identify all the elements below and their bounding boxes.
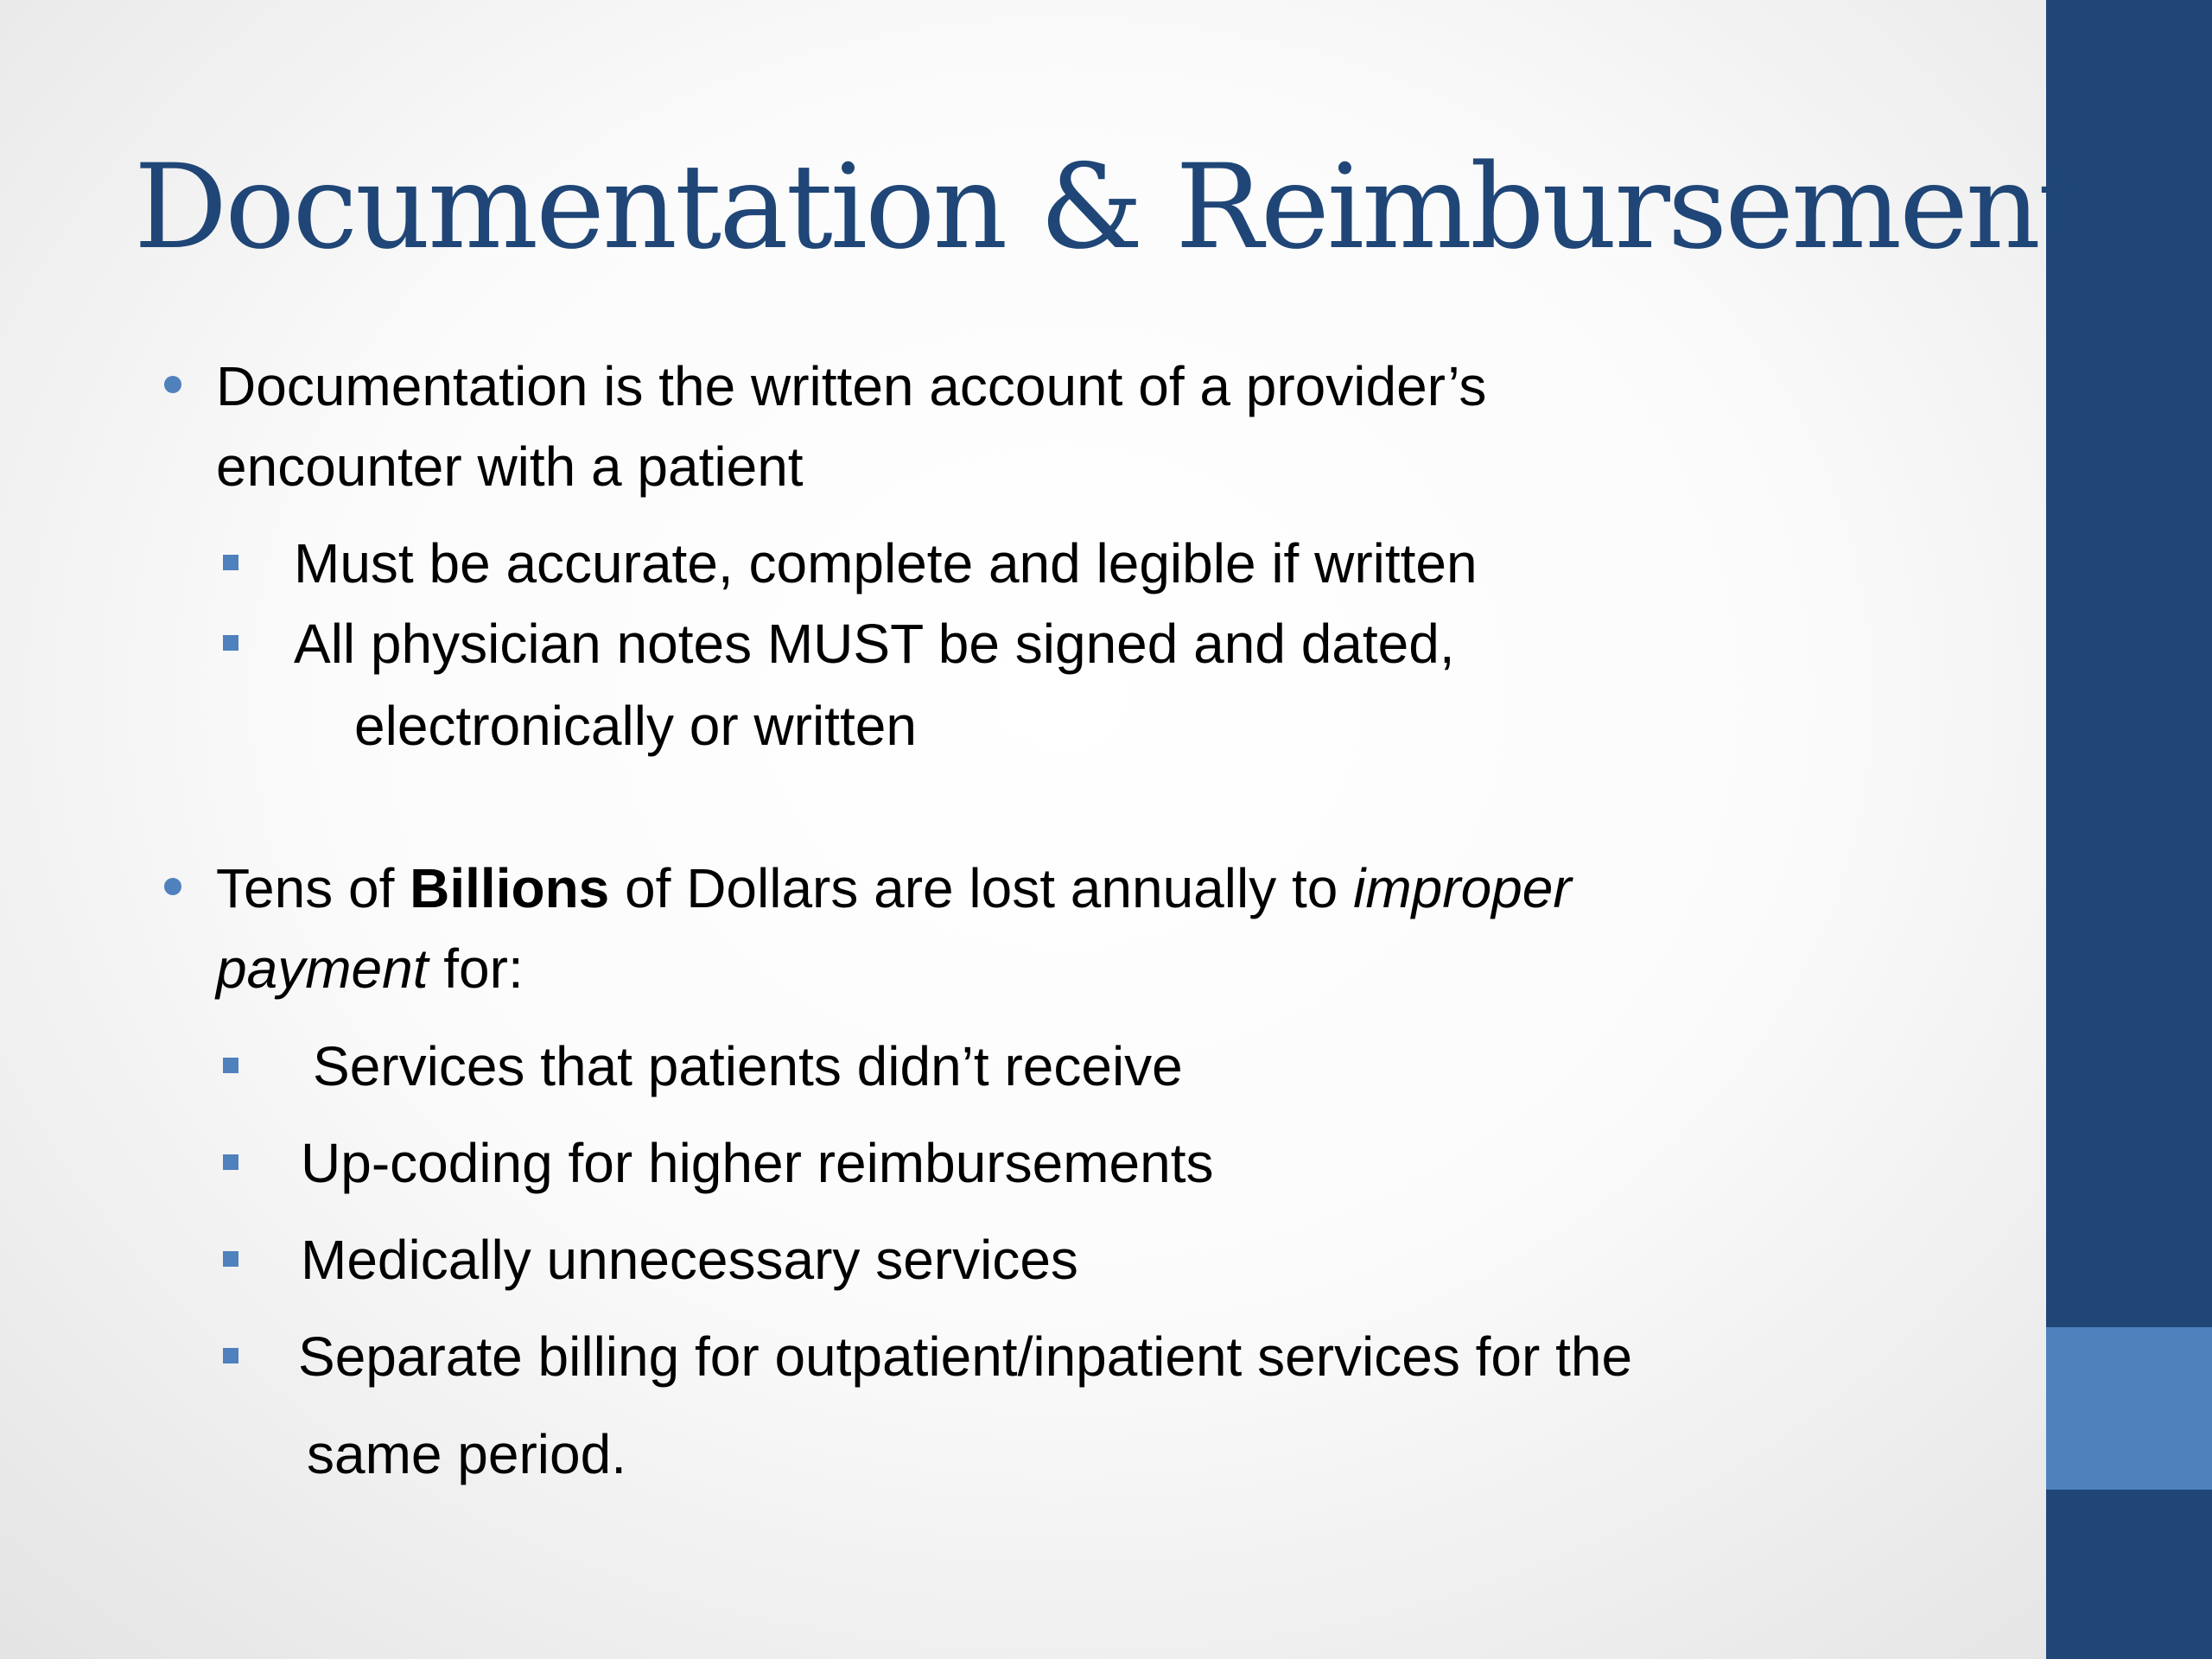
bullet1-subitem-1: Must be accurate, complete and legible if written [294,532,1478,594]
bullet1-line1: Documentation is the written account of a provider’s [216,355,1487,417]
bullet2-text-6: for: [428,938,524,1000]
bullet2-subitem-4: Separate billing for outpatient/inpatient services for the [298,1325,1633,1388]
bullet2-italic-text-2: payment [216,938,429,1000]
bullet2-line2 [216,934,524,1003]
bullet1-subitem-2: All physician notes MUST be signed and dated, [294,613,1455,675]
sub-bullet-square-icon [223,1251,238,1267]
bullet2-text-3: of Dollars are lost annually to [609,857,1354,919]
sub-bullet-square-icon [223,1348,238,1363]
bullet2-subitem-1: Services that patients didn’t receive [313,1035,1183,1097]
bullet-dot-icon [164,376,181,393]
bullet2-bold-text: Billions [410,857,610,919]
sub-bullet-square-icon [223,1058,238,1073]
bullet2-subitem-2: Up-coding for higher reimbursements [301,1132,1214,1194]
bullet2-subitem-4-continuation: same period. [307,1423,626,1485]
bullet2-subitem-3: Medically unnecessary services [301,1229,1078,1291]
bullet2-italic-text-1: improper [1353,857,1572,919]
bullet2-text-1: Tens of [216,857,410,919]
bullet2-line1 [216,854,1572,923]
sub-bullet-square-icon [223,555,238,570]
bullet1-line2: encounter with a patient [216,435,804,498]
sub-bullet-square-icon [223,1154,238,1170]
bullet-dot-icon [164,878,181,895]
side-decoration-accent [2046,1327,2212,1490]
sub-bullet-square-icon [223,635,238,651]
bullet1-subitem-2-continuation: electronically or written [354,695,917,757]
slide-title: Documentation & Reimbursement [134,139,2083,275]
